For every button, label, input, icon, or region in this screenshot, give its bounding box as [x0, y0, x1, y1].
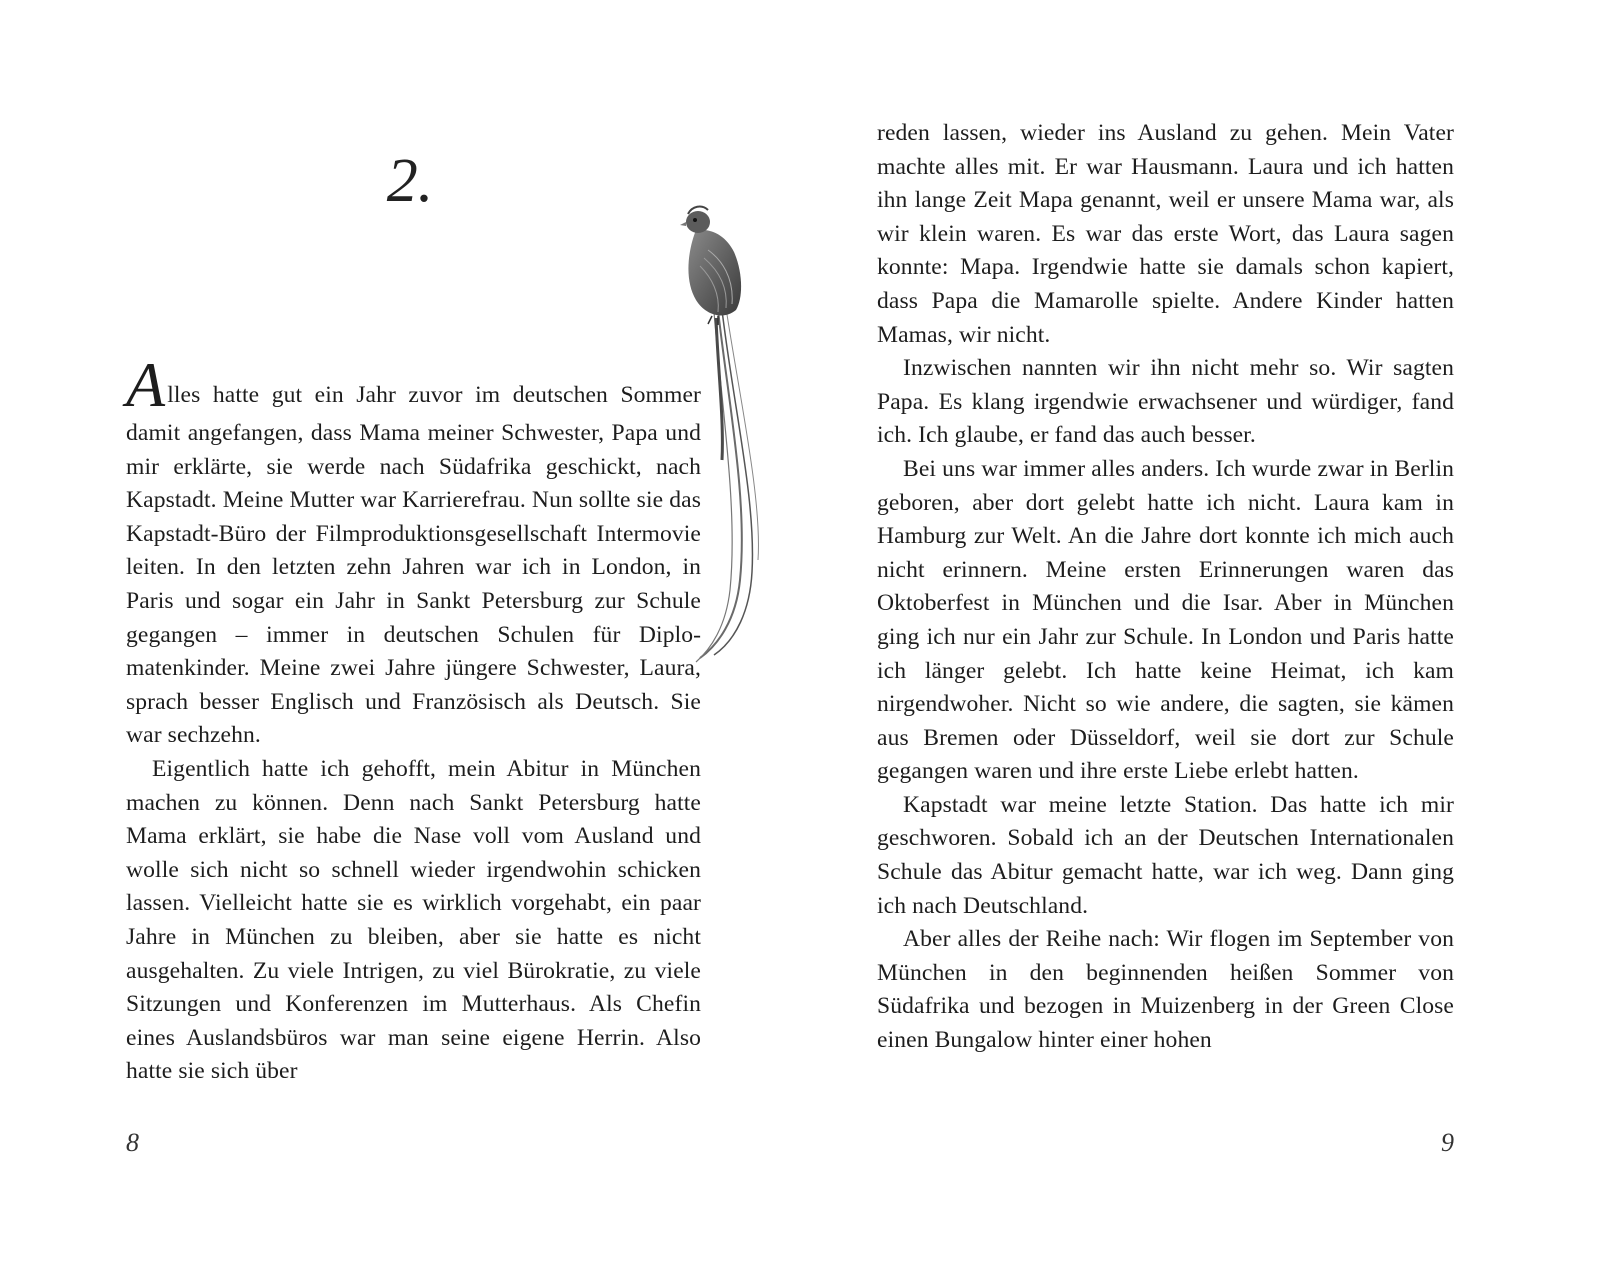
paragraph: Aber alles der Reihe nach: Wir flogen im September von München in den beginnenden heißen Sommer von Südafrika und bezogen in Muizenberg in der Green Close einen Bungalow hinter einer hohen [877, 926, 1454, 1054]
page-number: 8 [126, 1128, 139, 1157]
left-page-text [126, 349, 701, 1089]
paragraph: reden lassen, wieder ins Ausland zu gehen. Mein Vater machte alles mit. Er war Hausmann. Laura und ich hatten ihn lange Zeit Mapa genannt, weil er unsere Mama war, als wir klein waren. Es war das erste Wort, das Laura sagen konnte: Mapa. Irgendwie hatte sie damals schon kapiert, dass Papa die Mamarolle spielte. Andere Kinder hatten Mamas, wir nicht. [877, 120, 1454, 348]
paragraph-text: lles hatte gut ein Jahr zuvor im deutschen Sommer damit angefangen, dass Mama meiner Schwester, Papa und mir erklärte, sie werde nach Südafrika geschickt, nach Kapstadt. Meine Mutter war Karrierefrau. Nun sollte sie das Kapstadt-Büro der Filmproduktionsgesellschaft Intermovie leiten. In den letzten zehn Jahren war ich in London, in Paris und sogar ein Jahr in Sankt Petersburg zur Schule gegangen – immer in deutschen Schulen für Diplomatenkinder. Meine zwei Jahre jüngere Schwester, Laura, sprach besser Englisch und Französisch als Deutsch. Sie war sechzehn. [126, 382, 701, 749]
drop-cap: A [126, 349, 166, 420]
paragraph [126, 349, 701, 753]
paragraph: Bei uns war immer alles anders. Ich wurde zwar in Berlin geboren, aber dort gelebt hatte ich nicht. Laura kam in Hamburg zur Welt. An die Jahre dort konnte ich mich auch nicht erinnern. Meine ersten Erinnerungen waren das Oktoberfest in München und die Isar. Aber in München ging ich nur ein Jahr zur Schule. In London und Paris hatte ich länger gelebt. Ich hatte keine Heimat, ich kam nirgendwoher. Nicht so wie andere, die sagten, sie kämen aus Bremen oder Düsseldorf, weil sie dort zur Schule gegangen waren und ihre erste Liebe erlebt hatten. [877, 455, 1454, 785]
paragraph: Inzwischen nannten wir ihn nicht mehr so. Wir sagten Papa. Es klang irgendwie erwachsener und würdiger, fand ich. Ich glaube, er fand das auch besser. [877, 355, 1454, 449]
long-tailed-bird-icon [678, 200, 788, 670]
right-page [800, 0, 1600, 1274]
paragraph: Kapstadt war meine letzte Station. Das hatte ich mir geschworen. Sobald ich an der Deutschen Internationalen Schule das Abitur gemacht hatte, war ich weg. Dann ging ich nach Deutschland. [877, 791, 1454, 919]
page-number: 9 [1441, 1128, 1454, 1157]
paragraph: Eigentlich hatte ich gehofft, mein Abitur in München machen zu können. Denn nach Sankt Petersburg hatte Mama erklärt, sie habe die Nase voll vom Ausland und wolle sich nicht so schnell wieder irgendwohin schicken lassen. Vielleicht hatte sie es wirklich vorgehabt, ein paar Jahre in München zu bleiben, aber sie hatte es nicht ausgehalten. Zu viele Intrigen, zu viel Bürokratie, zu viele Sitzungen und Konferenzen im Mutterhaus. Als Chefin eines Auslandsbüros war man seine eigene Herrin. Also hatte sie sich über [126, 755, 701, 1085]
right-page-text [877, 117, 1454, 1058]
chapter-number: 2. [386, 147, 434, 215]
